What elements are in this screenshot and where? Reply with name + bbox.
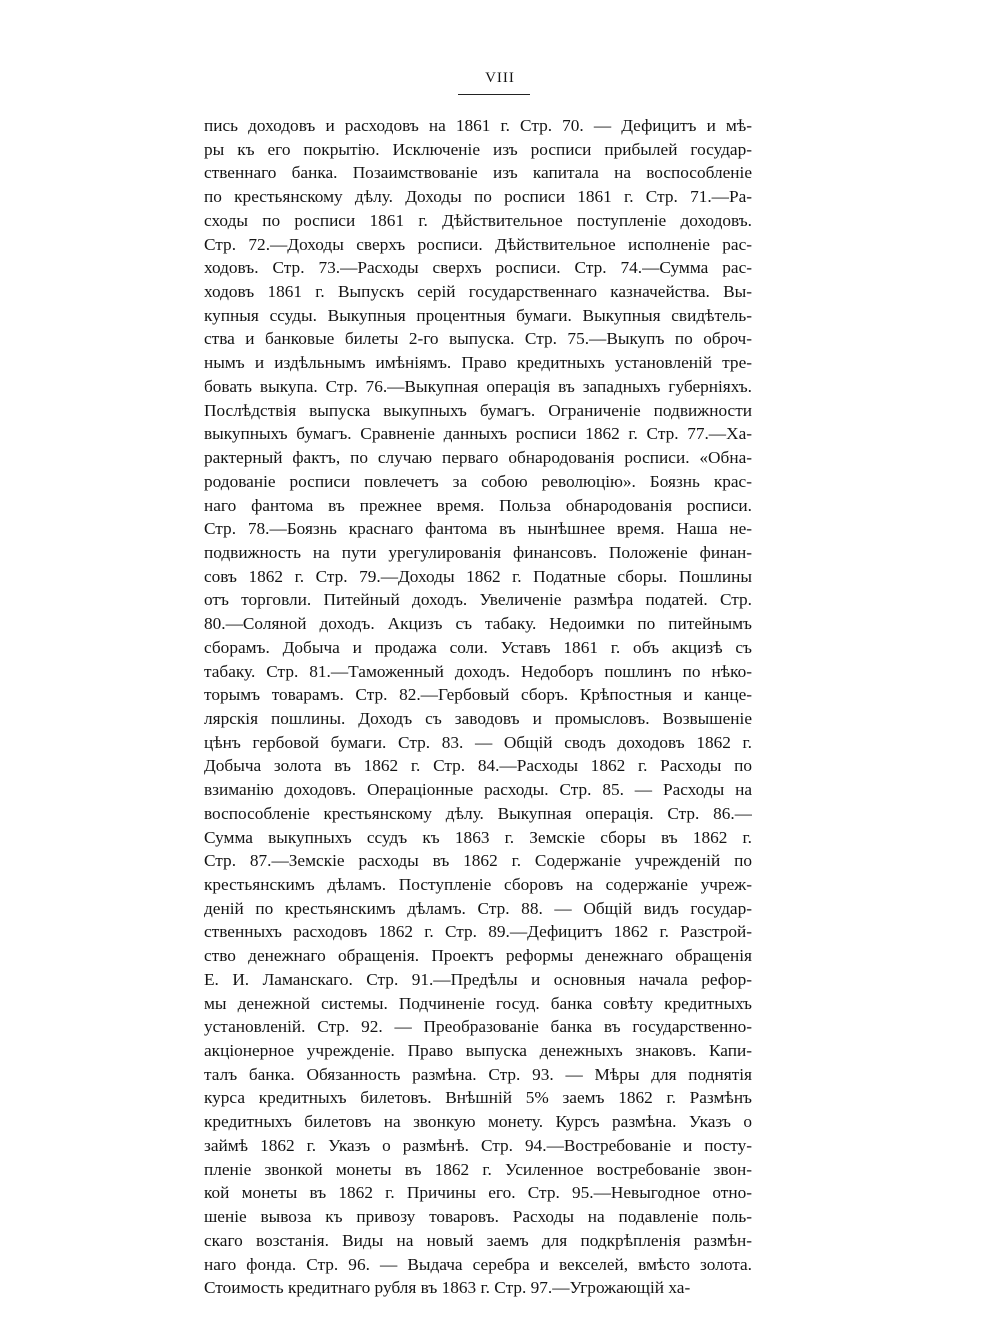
text-line: по крестьянскому дѣлу. Доходы по росписи 1861 г. Стр. 71.—Ра- [204, 187, 752, 207]
text-line: курса кредитныхъ билетовъ. Внѣшній 5% заемъ 1862 г. Размѣнъ [204, 1088, 752, 1108]
text-line: родованіе росписи повлечетъ за собою революцію». Боязнь крас- [204, 471, 752, 491]
text-line: скаго возстанія. Виды на новый заемъ для подкрѣпленія размѣн- [204, 1230, 752, 1250]
text-line: наго фонда. Стр. 96. — Выдача серебра и векселей, вмѣсто золота. [204, 1254, 752, 1274]
text-line: совъ 1862 г. Стр. 79.—Доходы 1862 г. Податные сборы. Пошлины [204, 566, 752, 586]
text-line: подвижность на пути урегулированія финансовъ. Положеніе финан- [204, 542, 752, 562]
text-line: мы денежной системы. Подчиненіе госуд. банка совѣту кредитныхъ [204, 993, 752, 1013]
text-line: выкупныхъ бумагъ. Сравненіе данныхъ росписи 1862 г. Стр. 77.—Ха- [204, 424, 752, 444]
text-line: займѣ 1862 г. Указъ о размѣнѣ. Стр. 94.—Востребованіе и посту- [204, 1135, 752, 1155]
text-body [204, 114, 752, 1300]
text-line: бовать выкупа. Стр. 76.—Выкупная операція въ западныхъ губерніяхъ. [204, 376, 752, 396]
text-line: купныя ссуды. Выкупныя процентныя бумаги. Выкупныя свидѣтель- [204, 305, 752, 325]
header-rule [458, 94, 530, 95]
text-line: ство денежнаго обращенія. Проектъ реформы денежнаго обращенія [204, 946, 752, 966]
text-line: ственнаго банка. Позаимствованіе изъ капитала на воспособленіе [204, 163, 752, 183]
text-line: деній по крестьянскимъ дѣламъ. Стр. 88. — Общій видъ государ- [204, 898, 752, 918]
text-line: Стр. 87.—Земскіе расходы въ 1862 г. Содержаніе учрежденій по [204, 851, 752, 871]
text-line: Стр. 72.—Доходы сверхъ росписи. Дѣйствительное исполненіе рас- [204, 234, 752, 254]
text-line: нымъ и издѣльнымъ имѣніямъ. Право кредитныхъ установленій тре- [204, 353, 752, 373]
text-line: сходы по росписи 1861 г. Дѣйствительное поступленіе доходовъ. [204, 210, 752, 230]
text-line: отъ торговли. Питейный доходъ. Увеличеніе размѣра податей. Стр. [204, 590, 752, 610]
text-line: цѣнъ гербовой бумаги. Стр. 83. — Общій сводъ доходовъ 1862 г. [204, 732, 752, 752]
text-line: Стоимость кредитнаго рубля въ 1863 г. Стр. 97.—Угрожающій ха- [204, 1278, 691, 1298]
text-line: Сумма выкупныхъ ссудъ къ 1863 г. Земскіе сборы въ 1862 г. [204, 827, 752, 847]
text-line: кой монеты въ 1862 г. Причины его. Стр. 95.—Невыгодное отно- [204, 1183, 752, 1203]
text-line: Добыча золота въ 1862 г. Стр. 84.—Расходы 1862 г. Расходы по [204, 756, 752, 776]
text-line: пленіе звонкой монеты въ 1862 г. Усиленное востребованіе звон- [204, 1159, 752, 1179]
page-number: VIII [485, 70, 515, 86]
text-line: пись доходовъ и расходовъ на 1861 г. Стр. 70. — Дефицитъ и мѣ- [204, 116, 752, 135]
text-line: акціонерное учрежденіе. Право выпуска денежныхъ знаковъ. Капи- [204, 1041, 752, 1061]
text-line: установленій. Стр. 92. — Преобразованіе банка въ государственно- [204, 1017, 752, 1037]
text-line: шеніе вывоза къ привозу товаровъ. Расходы на подавленіе поль- [204, 1207, 752, 1227]
text-line: ства и банковые билеты 2-го выпуска. Стр. 75.—Выкупъ по оброч- [204, 329, 752, 349]
text-line: ходовъ. Стр. 73.—Расходы сверхъ росписи. Стр. 74.—Сумма рас- [204, 258, 752, 278]
text-line: кредитныхъ билетовъ на звонкую монету. Курсъ размѣна. Указъ о [204, 1112, 752, 1132]
text-line: торымъ товарамъ. Стр. 82.—Гербовый сборъ. Крѣпостныя и канце- [204, 685, 752, 705]
text-line: крестьянскимъ дѣламъ. Поступленіе сборовъ на содержаніе учреж- [204, 875, 752, 894]
text-line: ходовъ 1861 г. Выпускъ серій государственнаго казначейства. Вы- [204, 282, 752, 302]
text-line: лярскія пошлины. Доходъ съ заводовъ и промысловъ. Возвышеніе [204, 708, 752, 728]
text-line: Послѣдствія выпуска выкупныхъ бумагъ. Ограниченіе подвижности [204, 400, 752, 420]
text-line: взиманію доходовъ. Операціонные расходы. Стр. 85. — Расходы на [204, 780, 752, 800]
text-line: талъ банка. Обязанность размѣна. Стр. 93. — Мѣры для поднятія [204, 1064, 752, 1084]
text-line: Е. И. Ламанскаго. Стр. 91.—Предѣлы и основныя начала рефор- [204, 969, 752, 989]
text-line: воспособленіе крестьянскому дѣлу. Выкупная операція. Стр. 86.— [204, 803, 752, 823]
text-line: рактерный фактъ, по случаю перваго обнародованія росписи. «Обна- [204, 448, 752, 468]
text-line: ственныхъ расходовъ 1862 г. Стр. 89.—Дефицитъ 1862 г. Разстрой- [204, 922, 752, 942]
text-line: сборамъ. Добыча и продажа соли. Уставъ 1861 г. объ акцизѣ съ [204, 637, 752, 657]
text-line: Стр. 78.—Боязнь краснаго фантома въ нынѣшнее время. Наша не- [204, 519, 752, 539]
text-line: наго фантома въ прежнее время. Польза обнародованія росписи. [204, 495, 752, 515]
text-line: ры къ его покрытію. Исключеніе изъ росписи прибылей государ- [204, 139, 752, 159]
text-line: табаку. Стр. 81.—Таможенный доходъ. Недоборъ пошлинъ по нѣко- [204, 661, 752, 681]
text-line: 80.—Соляной доходъ. Акцизъ съ табаку. Недоимки по питейнымъ [204, 614, 752, 634]
